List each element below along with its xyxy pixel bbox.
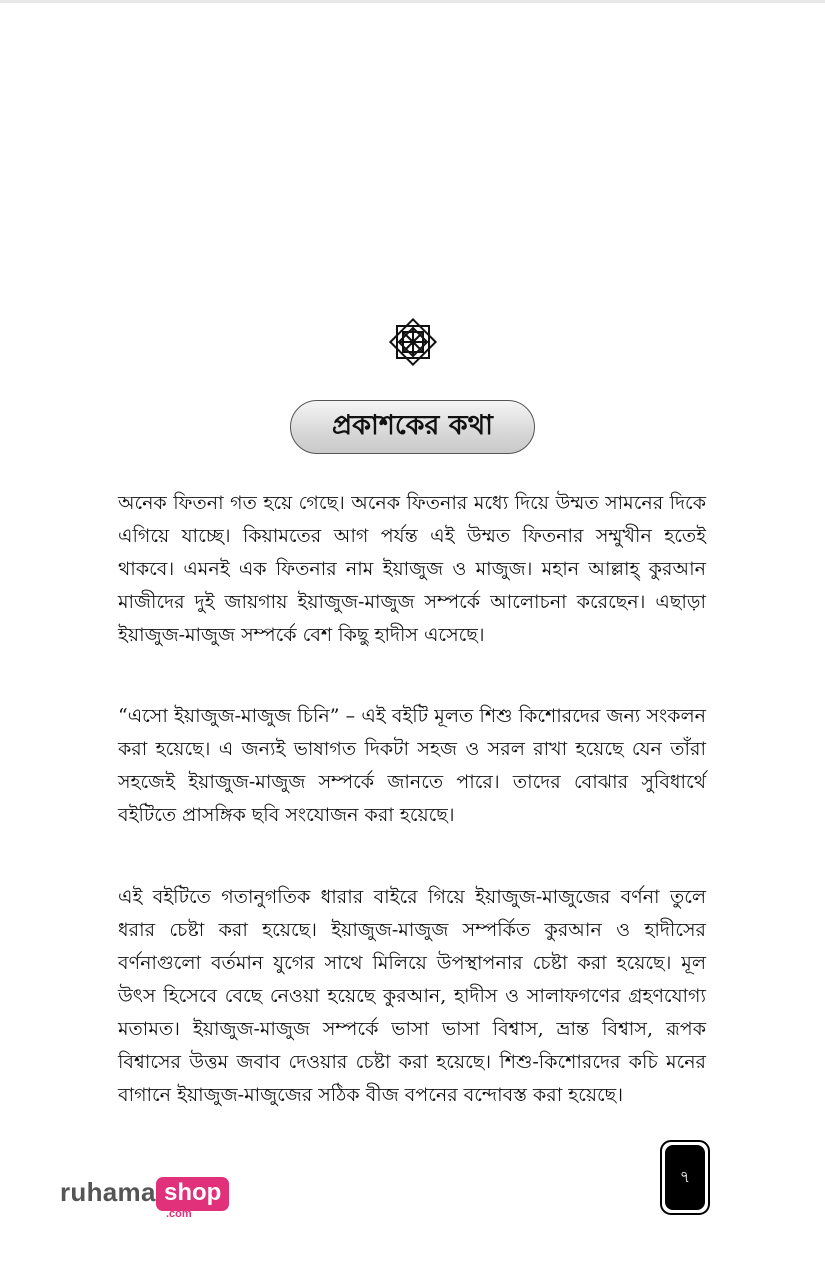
logo-ruhama-text: ruhama bbox=[60, 1177, 156, 1207]
logo-com-text: .com bbox=[166, 1208, 192, 1220]
top-rule bbox=[0, 0, 825, 3]
paragraph-2: “এসো ইয়াজুজ-মাজুজ চিনি” – এই বইটি মূলত শিশু কিশোরদের জন্য সংকলন করা হয়েছে। এ জন্যই ভাষাগত দিকটা সহজ ও সরল রাখা হয়েছে যেন তাঁরা সহজেই ইয়াজুজ-মাজুজ সম্পর্কে জানতে পারে। তাদের বোঝার সুবিধার্থে বইটিতে প্রাসঙ্গিক ছবি সংযোজন করা হয়েছে। bbox=[118, 705, 706, 826]
geometric-star-ornament-icon bbox=[383, 312, 443, 372]
paragraph-3: এই বইটিতে গতানুগতিক ধারার বাইরে গিয়ে ইয়াজুজ-মাজুজের বর্ণনা তুলে ধরার চেষ্টা করা হয়েছে। ইয়াজুজ-মাজুজ সম্পর্কিত কুরআন ও হাদীসের বর্ণনাগুলো বর্তমান যুগের সাথে মিলিয়ে উপস্থাপনার চেষ্টা করা হয়েছে। মূল উৎস হিসেবে বেছে নেওয়া হয়েছে কুরআন, হাদীস ও সালাফগণের গ্রহণযোগ্য মতামত। ইয়াজুজ-মাজুজ সম্পর্কে ভাসা ভাসা বিশ্বাস, ভ্রান্ত বিশ্বাস, রূপক বিশ্বাসের উত্তম জবাব দেওয়ার চেষ্টা করা হয়েছে। শিশু-কিশোরদের কচি মনের বাগানে ইয়াজুজ-মাজুজের সঠিক বীজ বপনের বন্দোবস্ত করা হয়েছে। bbox=[118, 886, 706, 1106]
logo-shop-text: shop bbox=[156, 1177, 229, 1211]
page-title: প্রকাশকের কথা bbox=[290, 400, 535, 454]
page-number: ৭ bbox=[665, 1145, 705, 1210]
paragraph-1: অনেক ফিতনা গত হয়ে গেছে। অনেক ফিতনার মধ্যে দিয়ে উম্মত সামনের দিকে এগিয়ে যাচ্ছে। কিয়ামতের আগ পর্যন্ত এই উম্মত ফিতনার সম্মুখীন হতেই থাকবে। এমনই এক ফিতনার নাম ইয়াজুজ ও মাজুজ। মহান আল্লাহ্ কুরআন মাজীদের দুই জায়গায় ইয়াজুজ-মাজুজ সম্পর্কে আলোচনা করেছেন। এছাড়া ইয়াজুজ-মাজুজ সম্পর্কে বেশ কিছু হাদীস এসেছে। bbox=[118, 492, 706, 646]
ruhama-shop-logo bbox=[60, 1176, 230, 1222]
page-number-badge bbox=[660, 1140, 710, 1215]
